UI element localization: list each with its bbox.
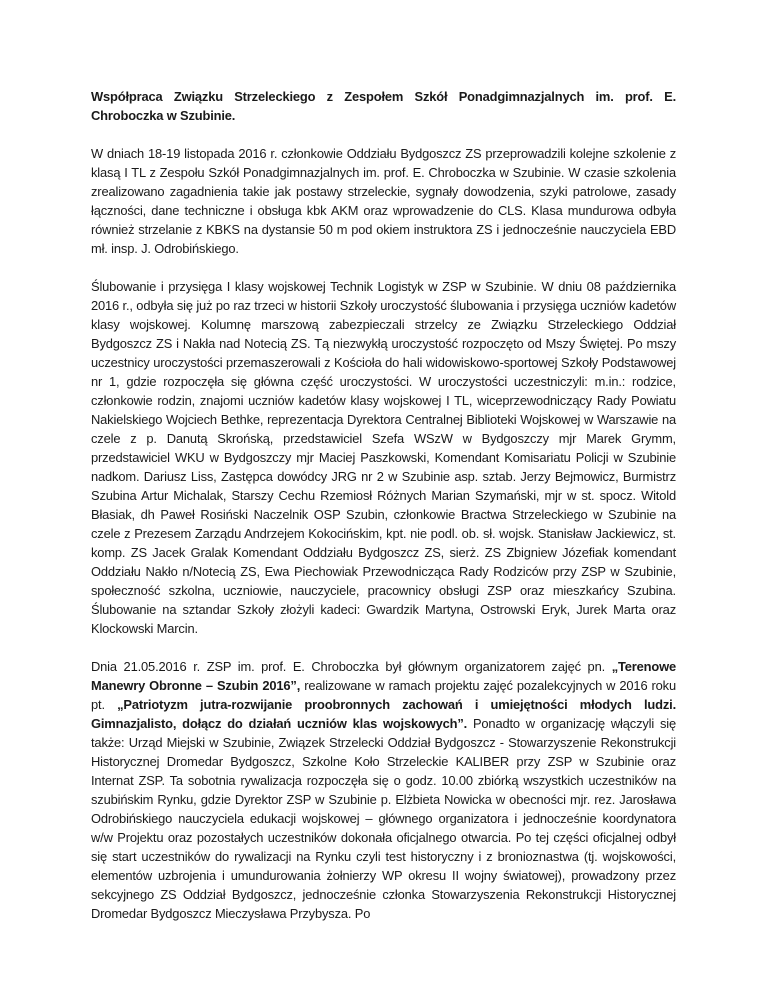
paragraph-manoeuvres-text-1: Dnia 21.05.2016 r. ZSP im. prof. E. Chroboczka był głównym organizatorem zajęć pn. (91, 659, 612, 674)
project-name: „Patriotyzm jutra-rozwijanie proobronnych zachowań i umiejętności młodych ludzi. Gimnazjalisto, dołącz do działań uczniów klas wojskowych”. (91, 697, 676, 731)
document-page (91, 87, 676, 942)
document-title: Współpraca Związku Strzeleckiego z Zespołem Szkół Ponadgimnazjalnych im. prof. E. Chroboczka w Szubinie. (91, 89, 676, 123)
paragraph-manoeuvres-text-3: Ponadto w organizację włączyli się także: Urząd Miejski w Szubinie, Związek Strzelecki Oddział Bydgoszcz - Stowarzyszenie Rekonstrukcji Historycznej Dromedar Bydgoszcz, Szkolne Koło Strzeleckie KALIBER przy ZSP w Szubinie oraz Internat ZSP. Ta sobotnia rywalizacja rozpoczęła się o godz. 10.00 zbiórką wszystkich uczestników na szubińskim Rynku, gdzie Dyrektor ZSP w Szubinie p. Elżbieta Nowicka w obecności mjr. rez. Jarosława Odrobińskiego nauczyciela edukacji wojskowej – głównego organizatora i jednocześnie koordynatora w/w Projektu oraz pozostałych uczestników dokonała oficjalnego otwarcia. Po tej części oficjalnej odbył się start uczestników do rywalizacji na Rynku czyli test historyczny i z bronioznastwa (tj. wojskowości, elementów uzbrojenia i umundurowania żołnierzy WP okresu II wojny światowej), prowadzony przez sekcyjnego ZS Oddział Bydgoszcz, jednocześnie członka Stowarzyszenia Rekonstrukcji Historycznej Dromedar Bydgoszcz Mieczysława Przybysza. Po (91, 716, 676, 921)
paragraph-oath-ceremony: Ślubowanie i przysięga I klasy wojskowej Technik Logistyk w ZSP w Szubinie. W dniu 08 października 2016 r., odbyła się już po raz trzeci w historii Szkoły uroczystość ślubowania i przysięga uczniów kadetów klasy wojskowej. Kolumnę marszową zabezpieczali strzelcy ze Związku Strzeleckiego Oddział Bydgoszcz ZS i Nakła nad Notecią ZS. Tą niezwykłą uroczystość rozpoczęto od Mszy Świętej. Po mszy uczestnicy uroczystości przemaszerowali z Kościoła do hali widowiskowo-sportowej Szkoły Podstawowej nr 1, gdzie rozpoczęła się główna część uroczystości. W uroczystości uczestniczyli: m.in.: rodzice, członkowie rodzin, znajomi uczniów kadetów klasy wojskowej I TL, wiceprzewodniczący Rady Powiatu Nakielskiego Wojciech Bethke, reprezentacja Dyrektora Centralnej Biblioteki Wojskowej w Warszawie na czele z p. Danutą Skrońską, przedstawiciel Szefa WSzW w Bydgoszczy mjr Marek Grymm, przedstawiciel WKU w Bydgoszczy mjr Maciej Paszkowski, Komendant Komisariatu Policji w Szubinie nadkom. Dariusz Liss, Zastępca dowódcy JRG nr 2 w Szubinie asp. sztab. Jerzy Bejmowicz, Burmistrz Szubina Artur Michalak, Starszy Cechu Rzemiosł Różnych Marian Szymański, mjr w st. spocz. Witold Błasiak, dh Paweł Rosiński Naczelnik OSP Szubin, członkowie Bractwa Strzeleckiego w Szubinie na czele z Prezesem Zarządu Andrzejem Kokocińskim, kpt. nie podl. ob. sł. wojsk. Stanisław Jackiewicz, st. komp. ZS Jacek Gralak Komendant Oddziału Bydgoszcz ZS, sierż. ZS Zbigniew Józefiak komendant Oddziału Nakło n/Notecią ZS, Ewa Piechowiak Przewodnicząca Rady Rodziców przy ZSP w Szubinie, społeczność szkolna, uczniowie, nauczyciele, pracownicy obsługi ZSP oraz mieszkańcy Szubina. Ślubowanie na sztandar Szkoły złożyli kadeci: Gwardzik Martyna, Ostrowski Eryk, Jurek Marta oraz Klockowski Marcin. (91, 279, 676, 636)
paragraph-manoeuvres-text-2: realizowane w ramach projektu zajęć pozalekcyjnych w 2016 roku pt. (91, 678, 676, 712)
paragraph-training: W dniach 18-19 listopada 2016 r. członkowie Oddziału Bydgoszcz ZS przeprowadzili kolejne szkolenie z klasą I TL z Zespołu Szkół Ponadgimnazjalnych im. prof. E. Chroboczka w Szubinie. W czasie szkolenia zrealizowano zagadnienia takie jak postawy strzeleckie, sygnały dowodzenia, szyki patrolowe, zasady łączności, dane techniczne i obsługa kbk AKM oraz wprowadzenie do CLS. Klasa mundurowa odbyła również strzelanie z KBKS na dystansie 50 m pod okiem instruktora ZS i jednocześnie nauczyciela EBD mł. insp. J. Odrobińskiego. (91, 146, 676, 256)
paragraph-manoeuvres (91, 657, 676, 923)
event-name: „Terenowe Manewry Obronne – Szubin 2016”, (91, 659, 676, 693)
